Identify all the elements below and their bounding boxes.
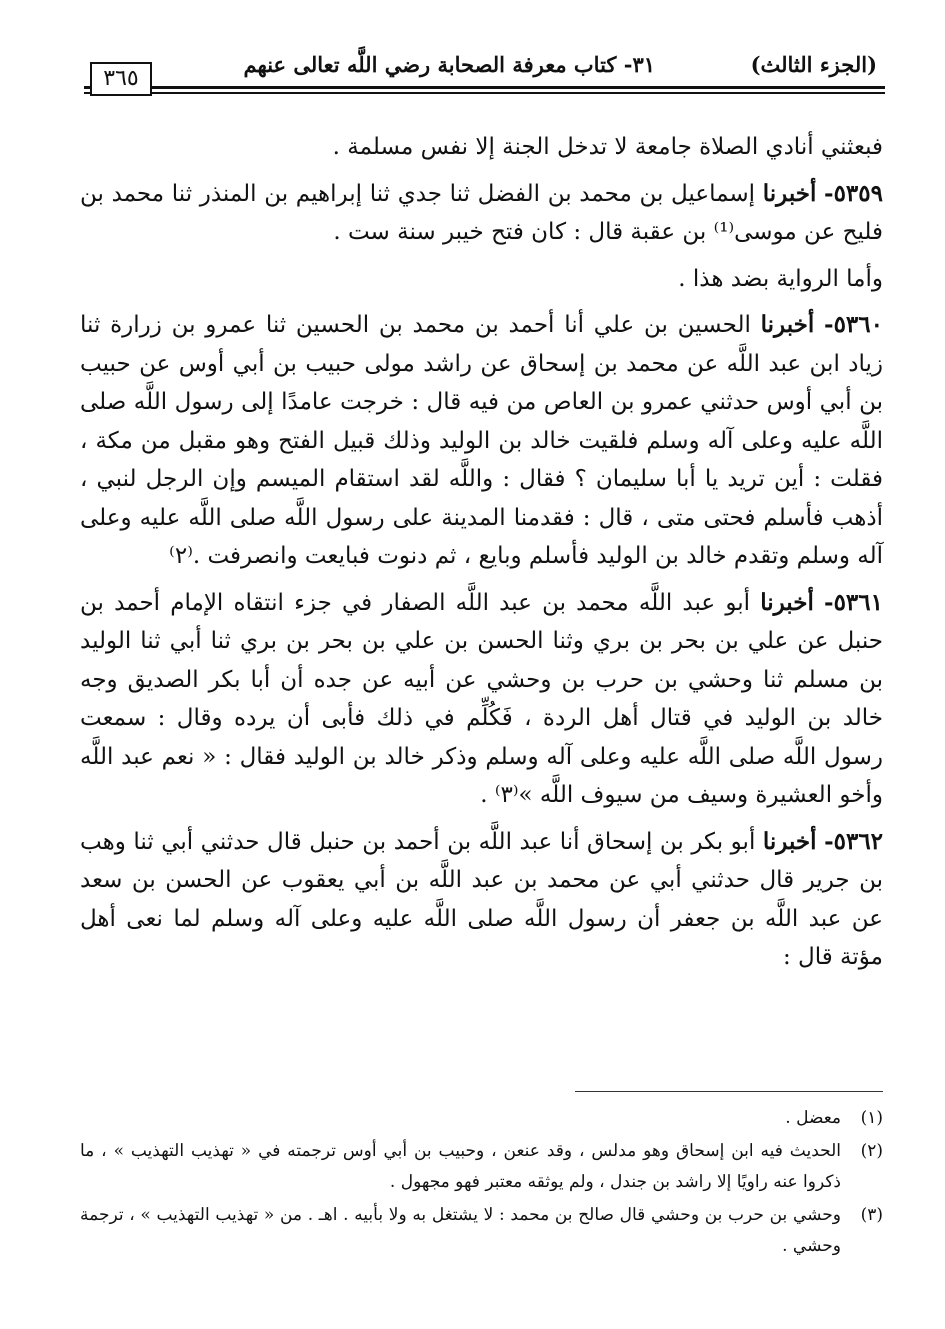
hadith-text: أبو عبد اللَّه محمد بن عبد اللَّه الصفار في جزء انتقاه الإمام أحمد بن حنبل عن علي بن بحر بن بري وثنا الحسن بن علي بن بحر بن بري ثنا أبي ثنا الوليد بن مسلم ثنا وحشي بن حرب بن وحشي عن أبيه عن جده أن أبا بكر الصديق وجه خالد بن الوليد في قتال أهل الردة ، فَكُلِّم في ذلك فأبى أن يرده وقال : سمعت رسول اللَّه صلى اللَّه عليه وعلى آله وسلم وذكر خالد بن الوليد فقال : « نعم عبد اللَّه وأخو العشيرة وسيف من سيوف اللَّه »⁽٣⁾ . xyxy=(80,589,883,808)
hadith-5361 xyxy=(80,584,883,815)
footnote-marker: (١) xyxy=(860,1108,883,1128)
chapter-title: ٣١- كتاب معرفة الصحابة رضي اللَّه تعالى عنهم xyxy=(243,52,655,77)
footnote-marker: (٢) xyxy=(860,1141,883,1161)
hadith-number: ٥٣٥٩- xyxy=(824,179,883,207)
hadith-number: ٥٣٦٢- xyxy=(824,827,884,855)
footnotes xyxy=(80,1103,883,1264)
volume-label: (الجزء الثالث) xyxy=(750,52,877,77)
paragraph-note xyxy=(80,260,883,299)
hadith-text: إسماعيل بن محمد بن الفضل ثنا جدي ثنا إبراهيم بن المنذر ثنا محمد بن فليح عن موسى⁽¹⁾ بن عقبة قال : كان فتح خيبر سنة ست . xyxy=(80,180,883,245)
hadith-number: ٥٣٦٠- xyxy=(824,311,883,338)
hadith-5362 xyxy=(80,823,883,977)
header-rule-thick xyxy=(84,86,885,89)
header-rule-thin xyxy=(84,92,885,94)
hadith-5359 xyxy=(80,175,883,252)
footnote-separator xyxy=(575,1091,883,1092)
paragraph-text: فبعثني أنادي الصلاة جامعة لا تدخل الجنة إلا نفس مسلمة . xyxy=(332,134,883,160)
hadith-lead-word: أخبرنا xyxy=(760,311,815,338)
hadith-lead-word: أخبرنا xyxy=(760,588,814,616)
hadith-5360 xyxy=(80,306,883,576)
hadith-lead-word: أخبرنا xyxy=(762,827,817,855)
page-number: ٣٦٥ xyxy=(90,62,152,96)
footnote-marker: (٣) xyxy=(860,1205,883,1225)
footnote-1 xyxy=(80,1103,883,1134)
paragraph-text: وأما الرواية بضد هذا . xyxy=(678,265,883,292)
paragraph-continuation xyxy=(80,128,883,167)
hadith-text: أبو بكر بن إسحاق أنا عبد اللَّه بن أحمد بن حنبل قال حدثني أبي ثنا وهب بن جرير قال حدثني أبي عن محمد بن عبد اللَّه بن أبي يعقوب عن الحسن بن سعد عن عبد اللَّه بن جعفر أن رسول اللَّه صلى اللَّه عليه وعلى آله وسلم لما نعى أهل مؤتة قال : xyxy=(80,828,883,970)
footnote-text: معضل . xyxy=(785,1108,841,1128)
hadith-text: الحسين بن علي أنا أحمد بن محمد بن الحسين ثنا عمرو بن زرارة ثنا زياد ابن عبد اللَّه عن محمد بن إسحاق عن راشد مولى حبيب بن أبي أوس عن حبيب بن أبي أوس حدثني عمرو بن العاص من فيه قال : خرجت عامدًا إلى رسول اللَّه صلى اللَّه عليه وعلى آله وسلم فلقيت خالد بن الوليد وذلك قبيل الفتح وهو مقبل من مكة ، فقلت : أين تريد يا أبا سليمان ؟ فقال : واللَّه لقد استقام الميسم وإن الرجل لنبي ، أذهب فأسلم فحتى متى ، قال : فقدمنا المدينة على رسول اللَّه صلى اللَّه عليه وعلى آله وسلم وتقدم خالد بن الوليد فأسلم وبايع ، ثم دنوت فبايعت وانصرفت .⁽٢⁾ xyxy=(80,312,883,569)
hadith-lead-word: أخبرنا xyxy=(762,179,817,207)
footnote-2 xyxy=(80,1136,883,1198)
footnote-text: الحديث فيه ابن إسحاق وهو مدلس ، وقد عنعن ، وحبيب بن أبي أوس ترجمته في « تهذيب التهذيب » ، ما ذكروا عنه راويًا إلا راشد بن جندل ، ولم يوثقه معتبر فهو مجهول . xyxy=(80,1141,841,1192)
footnote-text: وحشي بن حرب بن وحشي قال صالح بن محمد : لا يشتغل به ولا بأبيه . اهـ . من « تهذيب التهذيب » ، ترجمة وحشي . xyxy=(80,1205,841,1256)
footnote-3 xyxy=(80,1200,883,1262)
running-header xyxy=(80,48,885,98)
main-text xyxy=(80,128,883,985)
hadith-number: ٥٣٦١- xyxy=(824,588,883,616)
